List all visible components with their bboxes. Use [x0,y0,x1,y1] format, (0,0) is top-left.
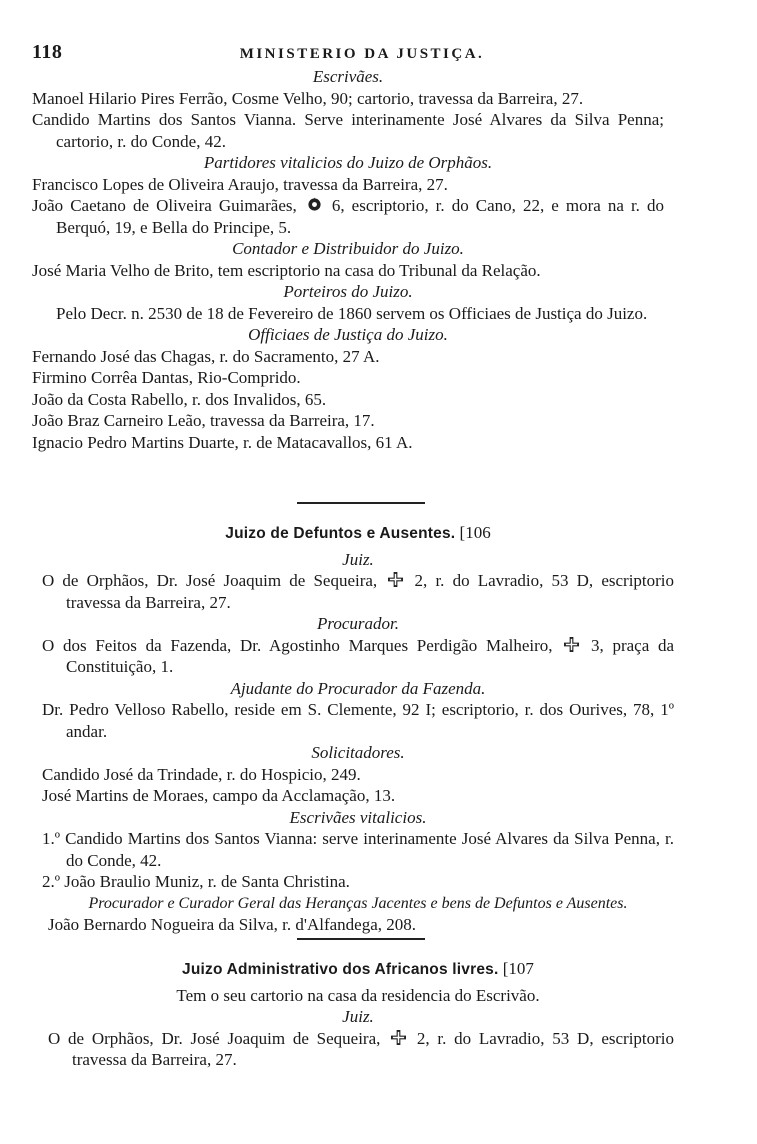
section-defuntos-ausentes [42,522,674,936]
section-ref: [106 [459,523,491,542]
entry [42,570,674,613]
entry: 2.º João Braulio Muniz, r. de Santa Christina. [42,872,350,891]
entry-text: O de Orphãos, Dr. José Joaquim de Sequeira, [48,1028,381,1048]
heading-porteiros: Porteiros do Juizo. [283,282,413,301]
entry: João da Costa Rabello, r. dos Invalidos, 65. [32,389,327,409]
entry: Firmino Corrêa Dantas, Rio-Comprido. [32,368,301,387]
entry: José Martins de Moraes, campo da Acclamação, 13. [42,786,396,805]
entry: Candido Martins dos Santos Vianna. Serve interinamente José Alvares da Silva Penna; cartorio, r. do Conde, 42. [32,110,664,151]
heading-escrivaes: Escrivães. [312,67,384,86]
entry-text: 3, praça da Constituição, 1. [66,635,675,676]
section-divider [297,938,425,940]
entry-text: 6, escriptorio, r. do Cano, 22, e mora na r. do Berquó, 19, e Bella do Principe, 5. [56,196,664,237]
entry-text: 2, r. do Lavradio, 53 D, escriptorio travessa da Barreira, 27. [66,571,675,612]
entry [42,1028,674,1071]
entry: Manoel Hilario Pires Ferrão, Cosme Velho, 90; cartorio, travessa da Barreira, 27. [32,88,584,108]
heading-solicitadores: Solicitadores. [311,743,405,762]
heading-procurador: Procurador. [316,614,399,633]
entry-text: João Caetano de Oliveira Guimarães, [32,196,297,215]
entry: João Braz Carneiro Leão, travessa da Barreira, 17. [32,411,375,430]
entry: Pelo Decr. n. 2530 de 18 de Fevereiro de 1860 servem os Officiaes de Justiça do Juizo. [56,303,648,323]
section-title-text: Juizo de Defuntos e Ausentes. [225,525,456,542]
cross-order-icon [564,637,579,652]
running-title: MINISTERIO DA JUSTIÇA. [239,46,485,62]
entry: João Bernardo Nogueira da Silva, r. d'Alfandega, 208. [48,915,416,934]
cross-order-icon [388,572,403,587]
heading-juiz: Juiz. [342,1007,374,1026]
section-note: Tem o seu cartorio na casa da residencia do Escrivão. [176,985,540,1005]
heading-officiaes: Officiaes de Justiça do Juizo. [248,325,448,344]
section-ref: [107 [502,959,534,978]
heading-curador: Procurador e Curador Geral das Heranças Jacentes e bens de Defuntos e Ausentes. [88,894,628,912]
cross-order-icon [391,1030,406,1045]
heading-juiz: Juiz. [342,549,374,569]
heading-ajudante: Ajudante do Procurador da Fazenda. [230,678,486,698]
heading-partidores: Partidores vitalicios do Juizo de Orphãos. [203,153,493,172]
entry-text: 2, r. do Lavradio, 53 D, escriptorio travessa da Barreira, 27. [72,1028,675,1069]
entry: Fernando José das Chagas, r. do Sacramento, 27 A. [32,346,380,366]
entry-text: O dos Feitos da Fazenda, Dr. Agostinho Marques Perdigão Malheiro, [42,635,553,655]
section-title [42,522,674,545]
section-title [42,958,674,981]
heading-escrivaes-vitalicios: Escrivães vitalicios. [289,807,427,827]
page-header [32,42,692,66]
heading-contador: Contador e Distribuidor do Juizo. [232,239,464,258]
section-title-text: Juizo Administrativo dos Africanos livres. [182,961,499,978]
entry: Dr. Pedro Velloso Rabello, reside em S. Clemente, 92 I; escriptorio, r. dos Ourives, 78, 1º andar. [42,700,674,741]
rose-order-icon [307,197,322,212]
section-divider [297,502,425,504]
entry [42,635,674,678]
entry: 1.º Candido Martins dos Santos Vianna: serve interinamente José Alvares da Silva Penna, r. do Conde, 42. [42,829,674,870]
page-number: 118 [32,41,63,63]
entry: José Maria Velho de Brito, tem escriptorio na casa do Tribunal da Relação. [32,260,541,280]
section-orphans-court [32,66,664,453]
entry: Francisco Lopes de Oliveira Araujo, travessa da Barreira, 27. [32,174,448,194]
entry [32,195,664,238]
entry: Candido José da Trindade, r. do Hospicio, 249. [42,764,361,784]
entry: Ignacio Pedro Martins Duarte, r. de Matacavallos, 61 A. [32,432,413,452]
entry-text: O de Orphãos, Dr. José Joaquim de Sequeira, [42,571,378,590]
section-africanos-livres [42,958,674,1071]
